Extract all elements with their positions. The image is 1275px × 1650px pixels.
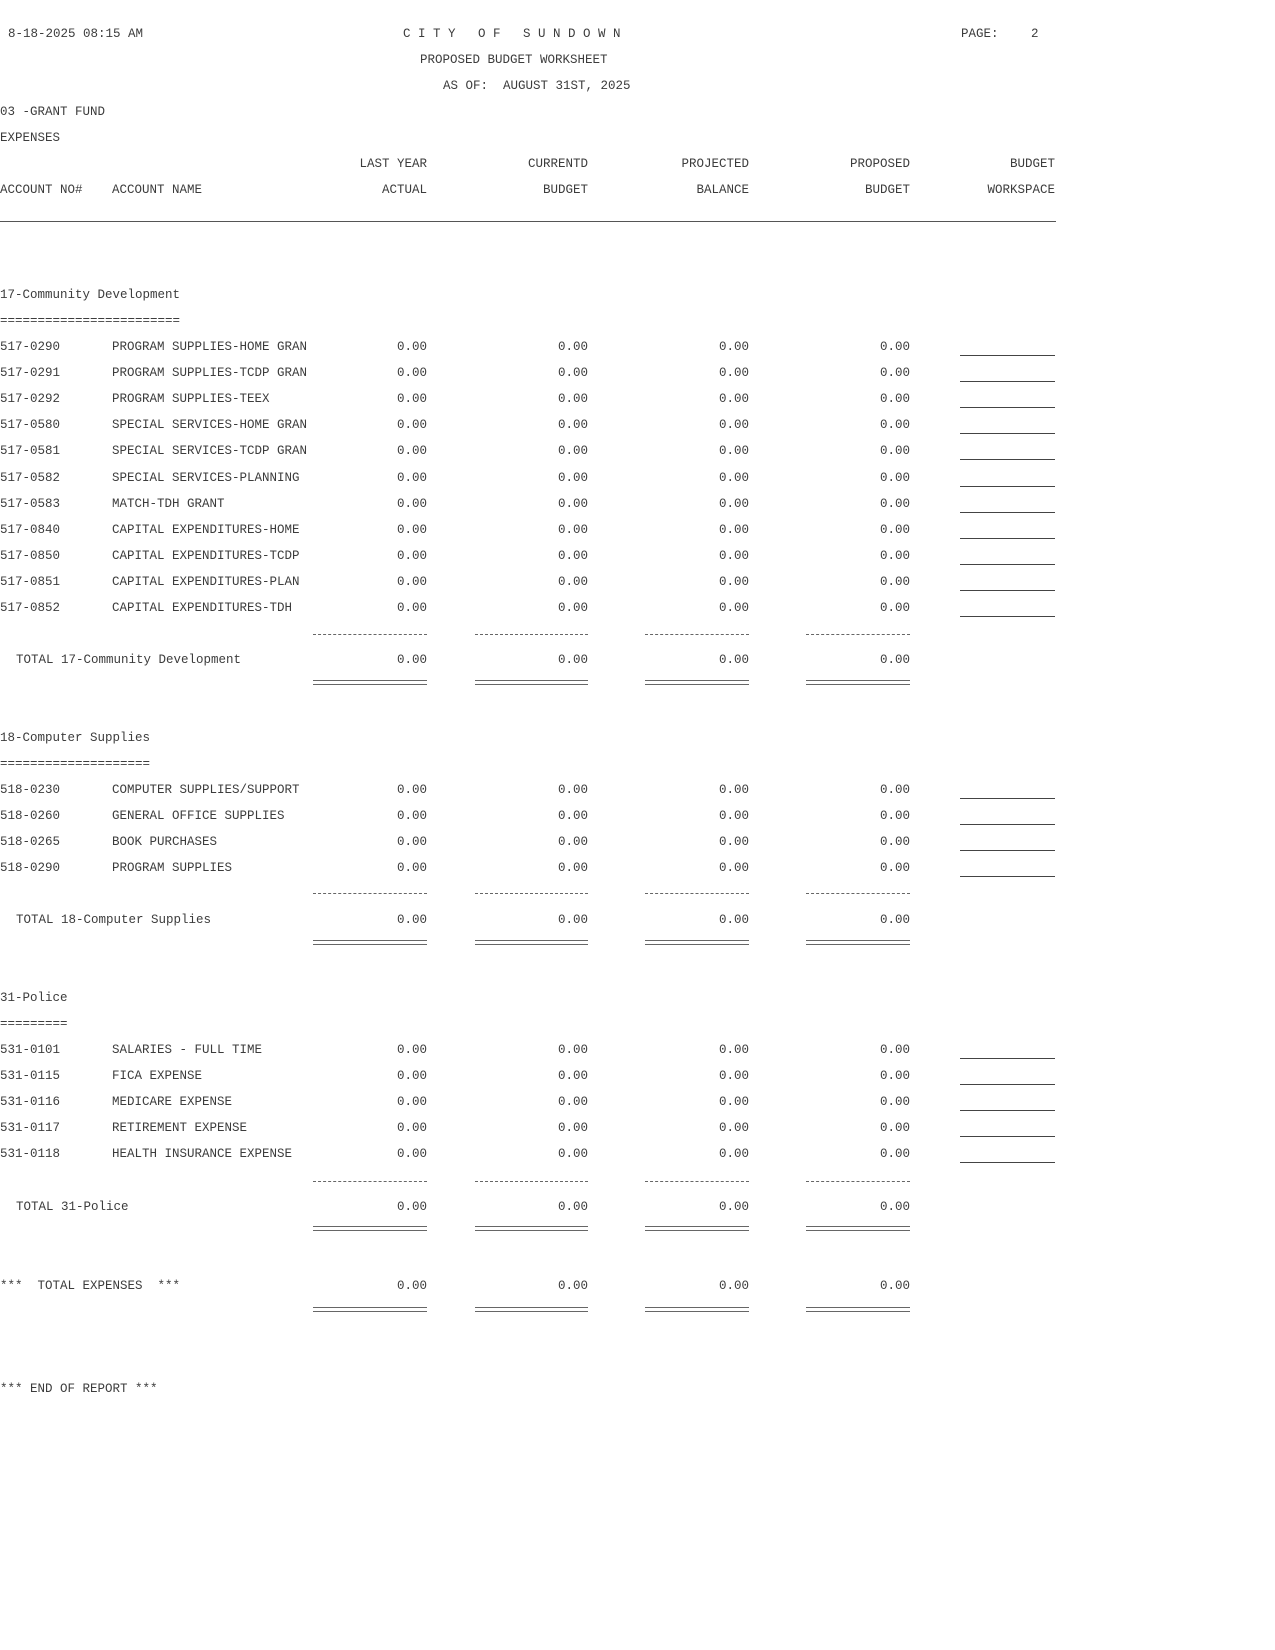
section-total-label: TOTAL 17-Community Development [16,653,242,667]
section-total-label: TOTAL 18-Computer Supplies [16,913,212,927]
col-proposed-top: PROPOSED [849,157,910,171]
amount-last: 0.00 [396,601,427,615]
account-number: 518-0230 [0,783,61,797]
account-name: CAPITAL EXPENDITURES-TCDP [112,549,300,563]
amount-projected: 0.00 [718,783,749,797]
fund-name: 03 -GRANT FUND [0,105,106,119]
amount-projected: 0.00 [718,575,749,589]
subtotal-separator [313,1181,427,1182]
total-last: 0.00 [396,1200,427,1214]
amount-current: 0.00 [557,783,588,797]
budget-workspace-blank[interactable] [960,1058,1055,1059]
col-current-top: CURRENTD [527,157,588,171]
amount-current: 0.00 [557,835,588,849]
total-double-rule [645,680,749,685]
account-name: COMPUTER SUPPLIES/SUPPORT [112,783,300,797]
amount-last: 0.00 [396,1121,427,1135]
amount-last: 0.00 [396,575,427,589]
col-projected-top: PROJECTED [681,157,749,171]
amount-proposed: 0.00 [879,497,910,511]
amount-projected: 0.00 [718,471,749,485]
grand-total-projected: 0.00 [718,1279,749,1293]
subtotal-separator [645,1181,749,1182]
subtotal-separator [806,893,910,894]
budget-workspace-blank[interactable] [960,1110,1055,1111]
amount-current: 0.00 [557,1069,588,1083]
grand-total-double-rule [806,1307,910,1312]
amount-proposed: 0.00 [879,392,910,406]
subtotal-separator [806,634,910,635]
amount-projected: 0.00 [718,392,749,406]
total-current: 0.00 [557,1200,588,1214]
section-total-label: TOTAL 31-Police [16,1200,129,1214]
amount-last: 0.00 [396,549,427,563]
grand-total-label: *** TOTAL EXPENSES *** [0,1279,181,1293]
amount-last: 0.00 [396,783,427,797]
account-name: CAPITAL EXPENDITURES-TDH [112,601,293,615]
amount-current: 0.00 [557,366,588,380]
city-name: C I T Y O F S U N D O W N [403,27,621,41]
total-current: 0.00 [557,913,588,927]
account-name: RETIREMENT EXPENSE [112,1121,248,1135]
account-number: 518-0260 [0,809,61,823]
budget-workspace-blank[interactable] [960,564,1055,565]
amount-projected: 0.00 [718,1147,749,1161]
amount-proposed: 0.00 [879,1095,910,1109]
budget-workspace-blank[interactable] [960,355,1055,356]
amount-proposed: 0.00 [879,783,910,797]
amount-projected: 0.00 [718,601,749,615]
amount-projected: 0.00 [718,809,749,823]
account-name: PROGRAM SUPPLIES-TEEX [112,392,270,406]
amount-proposed: 0.00 [879,340,910,354]
account-name: CAPITAL EXPENDITURES-HOME [112,523,300,537]
budget-workspace-blank[interactable] [960,1084,1055,1085]
grand-total-last: 0.00 [396,1279,427,1293]
column-headers [0,0,1275,197]
account-number: 517-0840 [0,523,61,537]
account-number: 517-0583 [0,497,61,511]
col-projected-bottom: BALANCE [696,183,749,197]
subtotal-separator [313,634,427,635]
amount-last: 0.00 [396,835,427,849]
amount-current: 0.00 [557,1095,588,1109]
account-name: SPECIAL SERVICES-PLANNING [112,471,300,485]
amount-last: 0.00 [396,861,427,875]
grand-total-double-rule [313,1307,427,1312]
grand-total-double-rule [645,1307,749,1312]
total-double-rule [313,680,427,685]
account-number: 517-0582 [0,471,61,485]
amount-proposed: 0.00 [879,523,910,537]
amount-projected: 0.00 [718,418,749,432]
account-number: 517-0290 [0,340,61,354]
subtotal-separator [645,893,749,894]
total-double-rule [806,1226,910,1231]
amount-last: 0.00 [396,444,427,458]
budget-workspace-blank[interactable] [960,407,1055,408]
account-name: PROGRAM SUPPLIES-TCDP GRAN [112,366,308,380]
report-datetime: 8-18-2025 08:15 AM [8,27,144,41]
amount-proposed: 0.00 [879,549,910,563]
as-of-date: AS OF: AUGUST 31ST, 2025 [443,79,631,93]
total-proposed: 0.00 [879,1200,910,1214]
amount-projected: 0.00 [718,1095,749,1109]
budget-workspace-blank[interactable] [960,433,1055,434]
col-proposed-bottom: BUDGET [864,183,910,197]
budget-workspace-blank[interactable] [960,798,1055,799]
budget-workspace-blank[interactable] [960,590,1055,591]
budget-workspace-blank[interactable] [960,824,1055,825]
amount-current: 0.00 [557,861,588,875]
amount-projected: 0.00 [718,444,749,458]
total-current: 0.00 [557,653,588,667]
amount-current: 0.00 [557,809,588,823]
section-underline: ========= [0,1017,68,1031]
total-last: 0.00 [396,913,427,927]
total-projected: 0.00 [718,653,749,667]
amount-proposed: 0.00 [879,861,910,875]
account-name: GENERAL OFFICE SUPPLIES [112,809,285,823]
amount-current: 0.00 [557,1147,588,1161]
amount-current: 0.00 [557,523,588,537]
budget-workspace-blank[interactable] [960,616,1055,617]
account-name: MATCH-TDH GRANT [112,497,225,511]
subtotal-separator [475,1181,588,1182]
account-number: 531-0101 [0,1043,61,1057]
grand-total-current: 0.00 [557,1279,588,1293]
account-number: 517-0292 [0,392,61,406]
header-rule [0,221,1056,222]
amount-projected: 0.00 [718,340,749,354]
budget-workspace-blank[interactable] [960,850,1055,851]
account-name: MEDICARE EXPENSE [112,1095,233,1109]
amount-projected: 0.00 [718,835,749,849]
amount-proposed: 0.00 [879,444,910,458]
total-projected: 0.00 [718,1200,749,1214]
amount-projected: 0.00 [718,1069,749,1083]
amount-last: 0.00 [396,497,427,511]
account-number: 517-0850 [0,549,61,563]
amount-projected: 0.00 [718,1121,749,1135]
subtotal-separator [313,893,427,894]
account-number: 531-0117 [0,1121,61,1135]
amount-proposed: 0.00 [879,1069,910,1083]
budget-workspace-blank[interactable] [960,1162,1055,1163]
total-double-rule [475,940,588,945]
account-number: 531-0115 [0,1069,61,1083]
account-name: BOOK PURCHASES [112,835,218,849]
amount-proposed: 0.00 [879,1121,910,1135]
total-proposed: 0.00 [879,653,910,667]
section-title: 17-Community Development [0,288,181,302]
amount-projected: 0.00 [718,497,749,511]
amount-proposed: 0.00 [879,366,910,380]
amount-current: 0.00 [557,1121,588,1135]
amount-proposed: 0.00 [879,418,910,432]
amount-last: 0.00 [396,1147,427,1161]
total-last: 0.00 [396,653,427,667]
col-account-name: ACCOUNT NAME [112,183,203,197]
amount-last: 0.00 [396,471,427,485]
section-title: 31-Police [0,991,68,1005]
grand-total-double-rule [475,1307,588,1312]
account-name: FICA EXPENSE [112,1069,203,1083]
total-proposed: 0.00 [879,913,910,927]
total-projected: 0.00 [718,913,749,927]
account-name: HEALTH INSURANCE EXPENSE [112,1147,293,1161]
account-number: 517-0291 [0,366,61,380]
budget-workspace-blank[interactable] [960,512,1055,513]
account-number: 517-0851 [0,575,61,589]
account-number: 518-0265 [0,835,61,849]
grand-total-proposed: 0.00 [879,1279,910,1293]
amount-proposed: 0.00 [879,835,910,849]
amount-projected: 0.00 [718,366,749,380]
budget-workspace-blank[interactable] [960,876,1055,877]
amount-projected: 0.00 [718,549,749,563]
account-number: 518-0290 [0,861,61,875]
amount-proposed: 0.00 [879,809,910,823]
amount-current: 0.00 [557,418,588,432]
col-last-year-top: LAST YEAR [359,157,427,171]
end-of-report: *** END OF REPORT *** [0,1382,158,1396]
amount-current: 0.00 [557,601,588,615]
col-workspace-bottom: WORKSPACE [987,183,1055,197]
account-number: 531-0118 [0,1147,61,1161]
subtotal-separator [475,634,588,635]
amount-current: 0.00 [557,497,588,511]
amount-last: 0.00 [396,1069,427,1083]
amount-current: 0.00 [557,549,588,563]
amount-last: 0.00 [396,392,427,406]
account-number: 517-0580 [0,418,61,432]
account-name: SALARIES - FULL TIME [112,1043,263,1057]
amount-current: 0.00 [557,1043,588,1057]
amount-projected: 0.00 [718,523,749,537]
total-double-rule [313,1226,427,1231]
amount-proposed: 0.00 [879,575,910,589]
page-number: 2 [1031,27,1039,41]
subtotal-separator [645,634,749,635]
col-last-year-bottom: ACTUAL [381,183,427,197]
budget-workspace-blank[interactable] [960,1136,1055,1137]
section-underline: ==================== [0,757,151,771]
col-account-no: ACCOUNT NO# [0,183,83,197]
amount-last: 0.00 [396,418,427,432]
account-number: 517-0581 [0,444,61,458]
subtotal-separator [806,1181,910,1182]
amount-current: 0.00 [557,575,588,589]
total-double-rule [475,1226,588,1231]
amount-current: 0.00 [557,444,588,458]
account-number: 517-0852 [0,601,61,615]
amount-projected: 0.00 [718,861,749,875]
amount-last: 0.00 [396,809,427,823]
amount-proposed: 0.00 [879,1043,910,1057]
total-double-rule [645,940,749,945]
amount-current: 0.00 [557,392,588,406]
section-title: 18-Computer Supplies [0,731,151,745]
account-name: PROGRAM SUPPLIES-HOME GRAN [112,340,308,354]
budget-workspace-blank[interactable] [960,381,1055,382]
amount-last: 0.00 [396,1043,427,1057]
total-double-rule [806,680,910,685]
section-underline: ======================== [0,314,181,328]
col-workspace-top: BUDGET [1009,157,1055,171]
total-double-rule [475,680,588,685]
budget-workspace-blank[interactable] [960,538,1055,539]
report-title: PROPOSED BUDGET WORKSHEET [420,53,608,67]
budget-workspace-blank[interactable] [960,486,1055,487]
amount-current: 0.00 [557,471,588,485]
total-double-rule [313,940,427,945]
account-number: 531-0116 [0,1095,61,1109]
account-name: SPECIAL SERVICES-HOME GRAN [112,418,308,432]
budget-workspace-blank[interactable] [960,459,1055,460]
amount-proposed: 0.00 [879,601,910,615]
amount-proposed: 0.00 [879,471,910,485]
total-double-rule [806,940,910,945]
amount-last: 0.00 [396,340,427,354]
category-name: EXPENSES [0,131,61,145]
amount-proposed: 0.00 [879,1147,910,1161]
amount-projected: 0.00 [718,1043,749,1057]
account-name: CAPITAL EXPENDITURES-PLAN [112,575,300,589]
account-name: PROGRAM SUPPLIES [112,861,233,875]
total-double-rule [645,1226,749,1231]
amount-last: 0.00 [396,366,427,380]
page-label: PAGE: [961,27,999,41]
amount-last: 0.00 [396,523,427,537]
col-current-bottom: BUDGET [542,183,588,197]
subtotal-separator [475,893,588,894]
account-name: SPECIAL SERVICES-TCDP GRAN [112,444,308,458]
amount-current: 0.00 [557,340,588,354]
amount-last: 0.00 [396,1095,427,1109]
